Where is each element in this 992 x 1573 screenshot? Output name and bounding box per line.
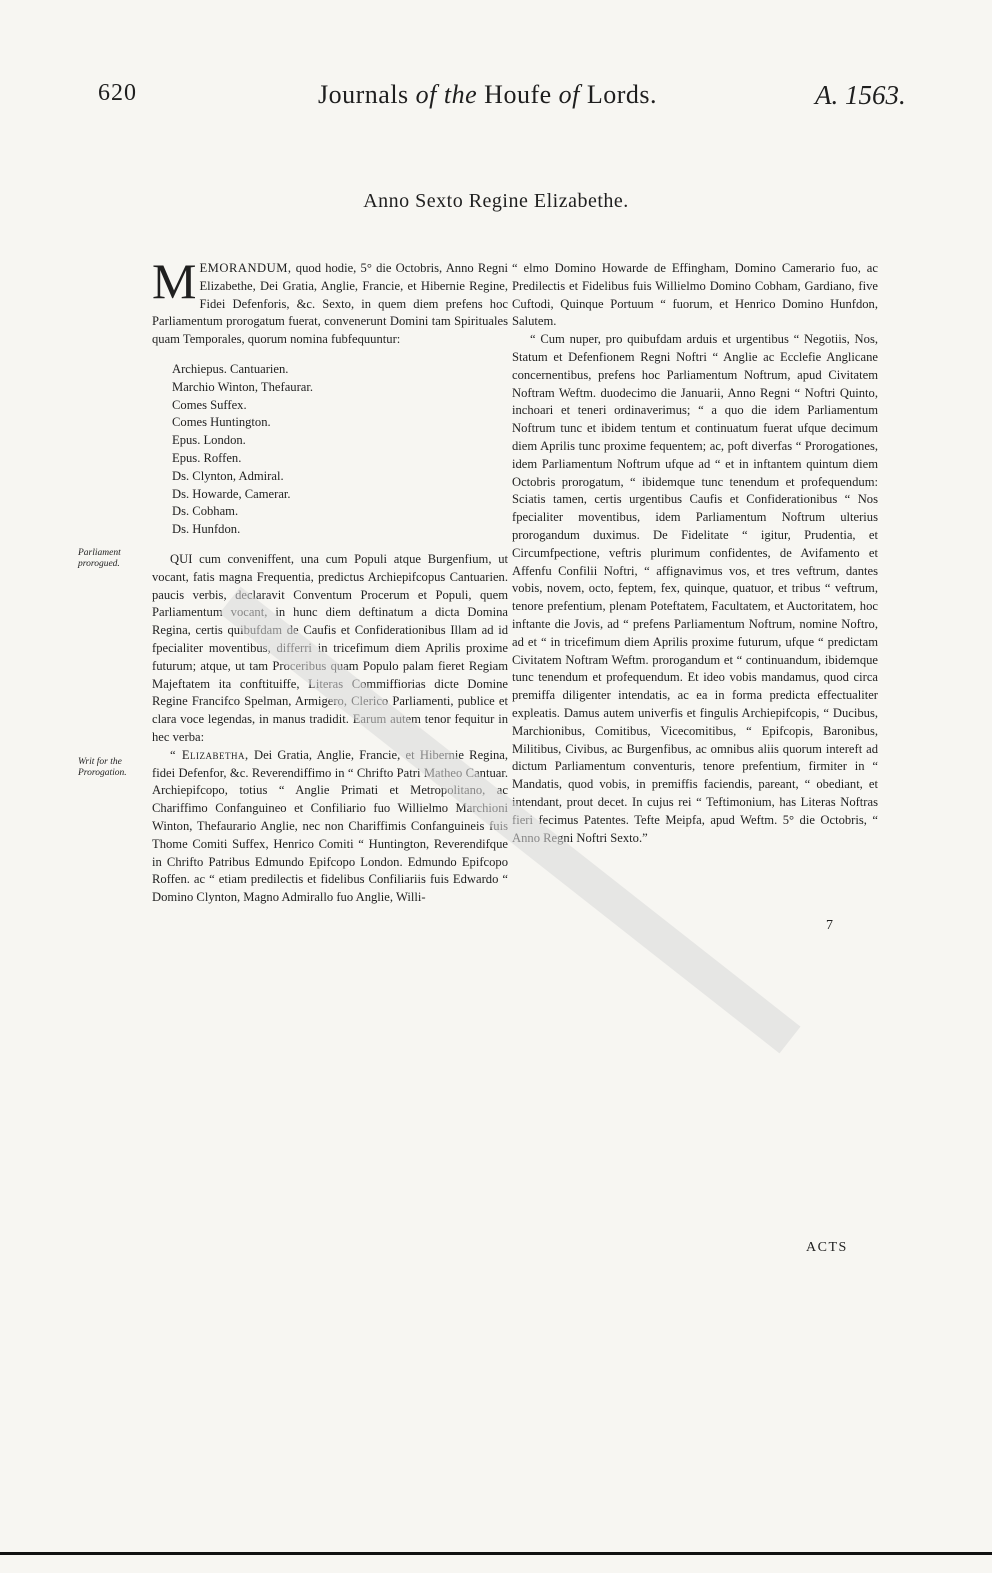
- running-title: Journals of the Houfe of Lords.: [318, 80, 658, 109]
- list-item: Marchio Winton, Thefaurar.: [172, 379, 314, 394]
- list-item: Ds. Howarde, Camerar.: [172, 486, 291, 501]
- list-item: Epus. Roffen.: [172, 450, 242, 465]
- lords-list: [172, 361, 508, 539]
- prorogation-paragraph: QUI cum conveniffent, una cum Populi atque Burgenfium, ut vocant, fatis magna Frequentia, predictus Archiepifcopus Cantuarien. paucis verbis, declaravit Conventum Procerum et Populi, quem Parliamentum vocant, in hunc diem deftinatum a dicta Domina Regina, certis quibufdam de Caufis et Confiderationibus Illam ad id fpecialiter moventibus, differri in tricefimum diem Aprilis proxime futurum; atque, ut tam Proceribus quam Populo palam fieret Regiam Majeftatem ita conftituiffe, Literas Commiffiorias dicte Domine Regine Francifco Spelman, Armigero, Clerico Parliamenti, publice et clara voce legendas, in manus tradidit. Earum autem tenor fequitur in hec verba:: [152, 551, 508, 744]
- drop-cap: M: [152, 253, 197, 309]
- margin-note-prorogued: Parliament prorogued.: [78, 548, 121, 569]
- list-item: Ds. Hunfdon.: [172, 522, 241, 537]
- writ-paragraph-right-2: “ Cum nuper, pro quibufdam arduis et urgentibus “ Negotiis, Nos, Statum et Defenfionem Regni Noftri “ Anglie ac Ecclefie Anglicane concernentibus, prefens hoc Parliamentum Noftrum, apud Civitatem Noftram Weftm. duodecimo die Januarii, Anno Regni “ Noftri Quinto, inchoari et teneri ordinaverimus; “ a quo die idem Parliamentum Noftrum tunc et ibidem tentum et continuatum fuerat ufque decimum diem Aprilis tunc proxime fequentem; ac, poft diverfas “ Prorogationes, idem Parliamentum Noftrum ufque ad “ et in inftantem quintum diem Octobris prorogatum, “ ibidemque tunc tenendum et profequendum: Sciatis tamen, certis urgentibus Caufis et Confiderationibus “ Nos fpecialiter moventibus, idem Parliamentum Noftrum ulterius prorogandum duximus. De Fidelitate “ igitur, Prudentia, et Circumfpectione, veftris plurimum confidentes, de Avifamento et Affenfu Confilii Noftri, “ affignavimus vos, et tres veftrum, dantes vobis, novem, octo, feptem, fex, quinque, quatuor, et tribus “ veftrum, tenore prefentium, plenam Poteftatem, Facultatem, et Auctoritatem, hoc inftante die Jovis, ad “ prefens Parliamentum Noftrum, nomine Noftro, ad et “ in tricefimum diem Aprilis proxime futurum, ufque “ predictam Civitatem Noftram Weftm. prorogandum et “ continuandum, ibidemque tunc tenendum et profequendum. Et ideo vobis mandamus, quod circa premiffa diligenter intendatis, ac ea in forma predicta effectualiter expleatis. Damus autem univerfis et fingulis Archiepifcopis, “ Ducibus, Marchionibus, Comitibus, Vicecomitibus, “ Epifcopis, Baronibus, Militibus, Civibus, ac Burgenfibus, ac omnibus aliis quorum intereft ad dictum Parliamentum conventuris, tenore prefentium, firmiter in “ Mandatis, quod vobis, in premiffis faciendis, pareant, “ obediant, et intendant, prout decet. In cujus rei “ Teftimonium, has Literas Noftras fieri fecimus Patentes. Tefte Meipfa, apud Weftm. 5° die Octobris, “ Anno Regni Noftri Sexto.”: [512, 332, 878, 845]
- catchword: ACTS: [806, 1240, 848, 1255]
- list-item: Ds. Clynton, Admiral.: [172, 468, 284, 483]
- list-item: Archiepus. Cantuarien.: [172, 361, 289, 376]
- list-item: Comes Huntington.: [172, 415, 271, 430]
- writ-paragraph-right-1: “ elmo Domino Howarde de Effingham, Domino Camerario fuo, ac Predilectis et Fidelibus fuis Willielmo Domino Cobham, Gardiano, five Cuftodi, Quinque Portuum “ fuorum, et Henrico Domino Hunfdon, Salutem.: [512, 261, 878, 329]
- list-item: Ds. Cobham.: [172, 504, 239, 519]
- memorandum-paragraph: MEMORANDUM, quod hodie, 5° die Octobris, Anno Regni Elizabethe, Dei Gratia, Anglie, Francie, et Hibernie Regine, Fidei Defenforis, &c. Sexto, in quem diem prefens hoc Parliamentum prorogatum fuerat, convenerunt Domini tam Spirituales quam Temporales, quorum nomina fubfequuntur:: [152, 253, 508, 347]
- writ-paragraph-left: “ Elizabetha, Dei Gratia, Anglie, Francie, et Hibernie Regina, fidei Defenfor, &c. Reverendiffimo in “ Chrifto Patri Matheo Cantuar. Archiepifcopo, totius “ Anglie Primati et Metropolitano, ac Chariffimo Confanguineo et Confiliario fuo Willielmo Marchioni Winton, Thefaurario Anglie, nec non Chariffimis Confanguineis fuis Thome Comiti Suffex, Henrico Comiti “ Huntington, Reverendifque in Chrifto Patribus Edmundo Epifcopo London. Edmundo Epifcopo Roffen. ac “ etiam predilectis et fidelibus Confiliariis fuis Edwardo “ Domino Clynton, Magno Admirallo fuo Anglie, Willi-: [152, 747, 508, 905]
- left-column: [152, 253, 508, 907]
- list-item: Comes Suffex.: [172, 397, 247, 412]
- catch-number: 7: [826, 918, 833, 933]
- running-header: [0, 80, 992, 120]
- margin-note-writ: Writ for the Prorogation.: [78, 757, 127, 778]
- list-item: Epus. London.: [172, 433, 246, 448]
- year-heading: A. 1563.: [815, 80, 906, 110]
- right-column: [512, 260, 878, 847]
- section-title: Anno Sexto Regine Elizabethe.: [363, 190, 629, 212]
- bottom-rule: [0, 1552, 992, 1555]
- page-number: 620: [98, 80, 137, 106]
